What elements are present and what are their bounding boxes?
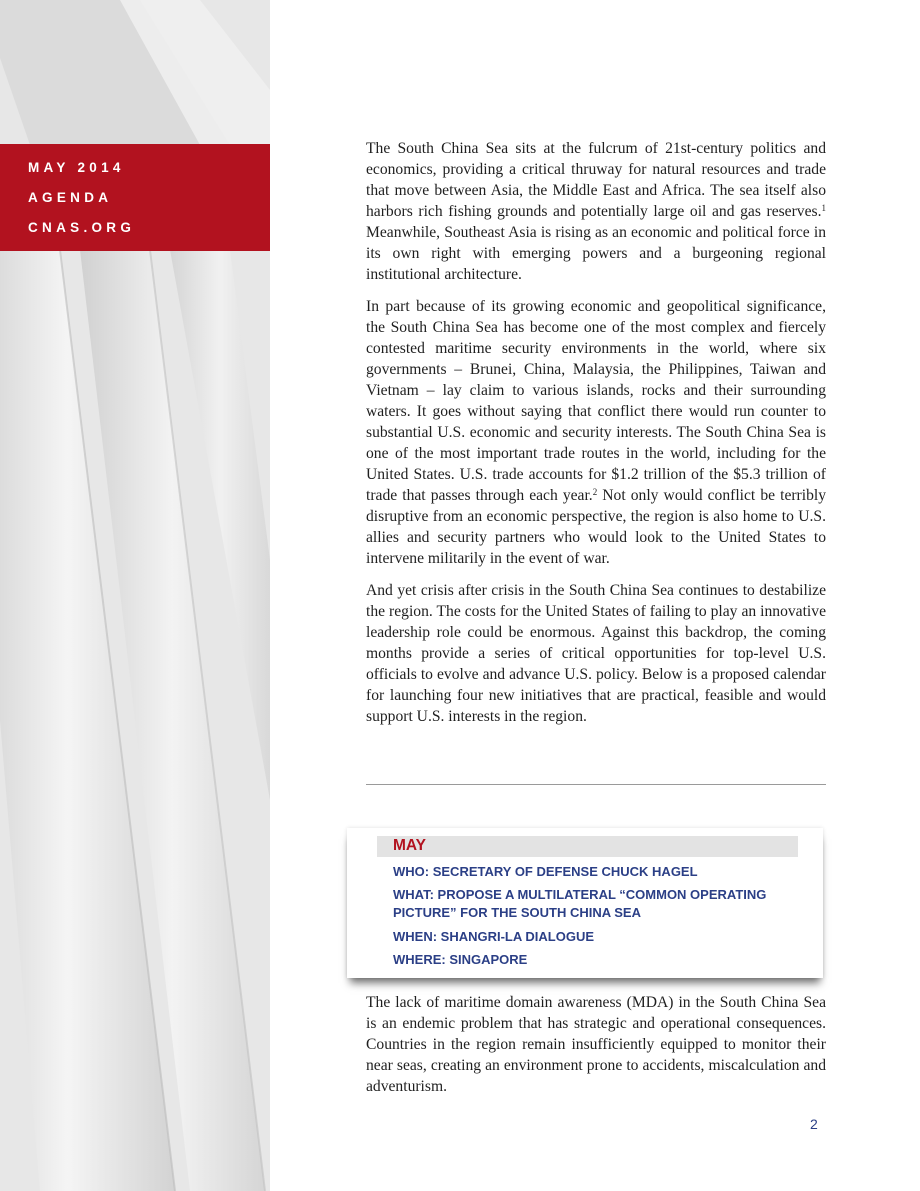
tag-box xyxy=(0,144,270,251)
callout-header-band xyxy=(377,836,798,857)
agenda-callout-box xyxy=(347,828,823,978)
mda-body xyxy=(366,992,826,1097)
paragraph-2: In part because of its growing economic and geopolitical significance, the South China Sea has become one of the most complex and fiercely contested maritime security environments in the world, where six governments – Brunei, China, Malaysia, the Philippines, Taiwan and Vietnam – lay claim to various islands, rocks and their surrounding waters. It goes without saying that conflict there would run counter to substantial U.S. economic and security interests. The South China Sea is one of the most important trade routes in the world, including for the United States. U.S. trade accounts for $1.2 trillion of the $5.3 trillion of trade that passes through each year.$^2$ Not only would conflict be terribly disruptive from an economic perspective, the region is also home to U.S. allies and security partners who would look to the United States to intervene militarily in the event of war. xyxy=(366,298,827,567)
callout-month: MAY xyxy=(393,837,427,854)
section-divider xyxy=(366,784,826,785)
page-number: 2 xyxy=(810,1116,818,1132)
tag-website: CNAS.ORG xyxy=(28,220,136,235)
paragraph-1: The South China Sea sits at the fulcrum of 21st-century politics and economics, providing a critical thruway for natural resources and trade that move between Asia, the Middle East and Africa. The sea itself also harbors rich fishing grounds and potentially large oil and gas reserves.$^1$ Meanwhile, Southeast Asia is rising as an economic and political force in its own right with emerging powers and a burgeoning regional institutional architecture. xyxy=(366,140,826,283)
callout-who: WHO: SECRETARY OF DEFENSE CHUCK HAGEL xyxy=(393,864,698,879)
callout-where: WHERE: SINGAPORE xyxy=(393,952,528,967)
intro-body xyxy=(366,138,826,727)
footnote-ref-1[interactable]: 1 xyxy=(821,203,826,213)
callout-what: WHAT: PROPOSE A MULTILATERAL “COMMON OPERATING PICTURE” FOR THE SOUTH CHINA SEA xyxy=(393,887,767,920)
tag-agenda: AGENDA xyxy=(28,190,113,205)
callout-when: WHEN: SHANGRI-LA DIALOGUE xyxy=(393,929,595,944)
paragraph-3: And yet crisis after crisis in the South China Sea continues to destabilize the region. The costs for the United States of failing to play an innovative leadership role could be enormous. Against this backdrop, the coming months provide a series of critical opportunities for top-level U.S. officials to evolve and advance U.S. policy. Below is a proposed calendar for launching four new initiatives that are practical, feasible and would support U.S. interests in the region. xyxy=(366,582,826,725)
sidebar-column-image xyxy=(0,0,270,1191)
paragraph-mda: The lack of maritime domain awareness (MDA) in the South China Sea is an endemic problem that has strategic and operational consequences. Countries in the region remain insufficiently equipped to monitor their near seas, creating an environment prone to accidents, miscalculation and adventurism. xyxy=(366,994,826,1095)
tag-date: MAY 2014 xyxy=(28,160,125,175)
footnote-ref-2[interactable]: 2 xyxy=(592,487,598,497)
